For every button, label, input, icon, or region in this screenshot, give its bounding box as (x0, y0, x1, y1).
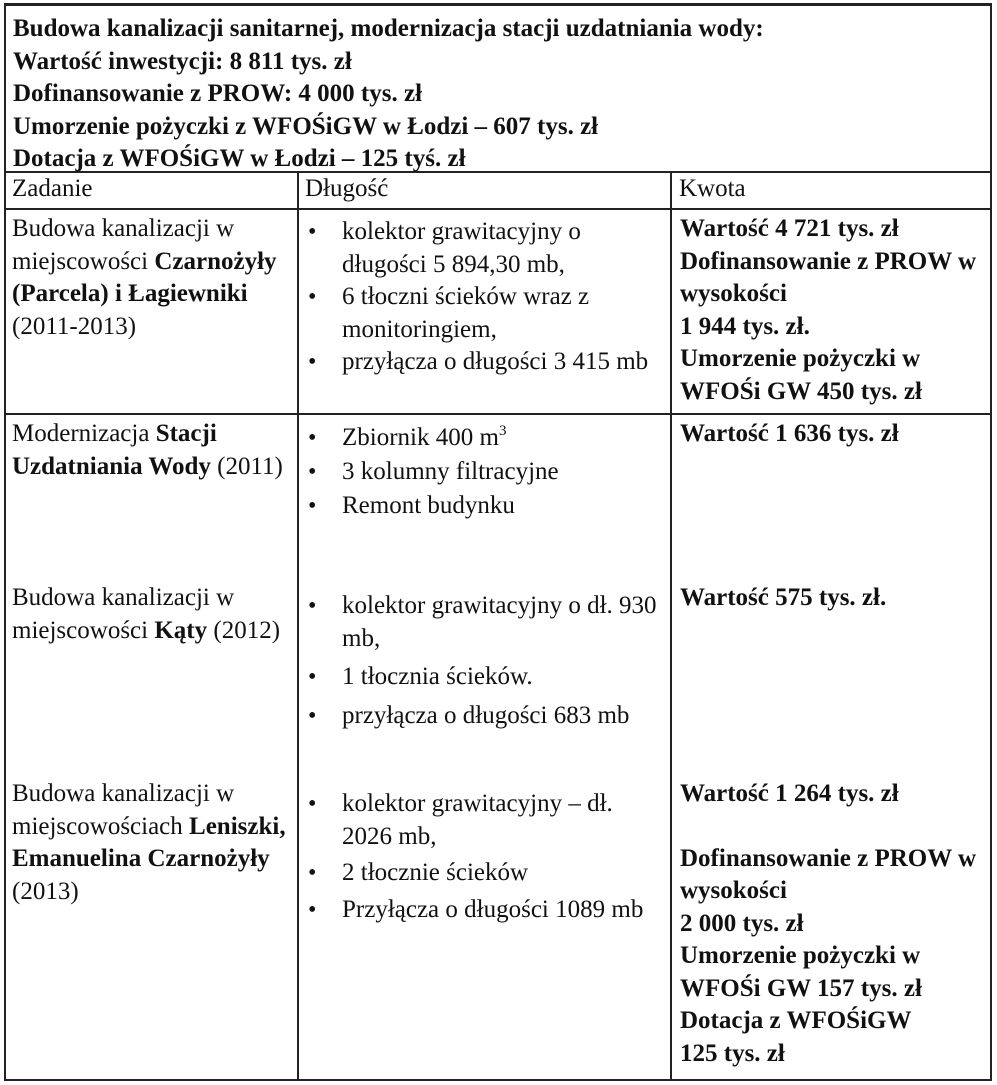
list-item: • kolektor grawitacyjny o długości 5 894,30 mb, (302, 216, 657, 281)
table-row-task: Budowa kanalizacji w miejscowości Czarnożyły (Parcela) i Łagiewniki (2011-2013) (12, 215, 277, 340)
column-divider (670, 173, 672, 1081)
table-row-amount: Wartość 575 tys. zł. (680, 584, 887, 611)
list-item: • 1 tłocznia ścieków. (302, 661, 657, 694)
row-divider (4, 413, 992, 415)
list-item: • kolektor grawitacyjny o dł. 930 mb, (302, 590, 657, 655)
investment-summary (4, 3, 992, 173)
row-divider (4, 208, 992, 210)
list-item: • Przyłącza o długości 1089 mb (302, 894, 657, 927)
column-header-amount: Kwota (679, 175, 746, 202)
table-row-amount: Wartość 1 264 tys. zł Dofinansowanie z PROW w wysokości 2 000 tys. zł Umorzenie pożyczki w WFOŚi GW 157 tys. zł Dotacja z WFOŚiGW 125 tys. zł (680, 780, 977, 1067)
summary-grant: Dotacja z WFOŚiGW w Łodzi – 125 tyś. zł (13, 145, 466, 172)
list-item: • Zbiornik 400 $m^3$ (302, 421, 657, 455)
summary-title: Budowa kanalizacji sanitarnej, modernizacja stacji uzdatniania wody: (13, 15, 764, 42)
table-row-length (302, 216, 657, 379)
list-item: • 6 tłoczni ścieków wraz z monitoringiem, (302, 281, 657, 346)
list-item: • 3 kolumny filtracyjne (302, 455, 657, 489)
list-item: • przyłącza o długości 683 mb (302, 700, 657, 733)
column-header-length: Długość (305, 175, 389, 202)
list-item: • 2 tłocznie ścieków (302, 857, 657, 890)
list-item: • kolektor grawitacyjny – dł. 2026 mb, (302, 788, 657, 853)
list-item: • przyłącza o długości 3 415 mb (302, 346, 657, 379)
table-row-amount: Wartość 4 721 tys. zł Dofinansowanie z PROW w wysokości 1 944 tys. zł. Umorzenie pożyczki w WFOŚi GW 450 tys. zł (680, 215, 977, 405)
summary-investment-value: Wartość inwestycji: 8 811 tys. zł (13, 47, 352, 75)
summary-loan-remission: Umorzenie pożyczki z WFOŚiGW w Łodzi – 607 tys. zł (13, 112, 599, 140)
table-row-length (302, 788, 657, 926)
column-header-task: Zadanie (12, 175, 93, 202)
column-divider (297, 173, 299, 1081)
table-row-task: Modernizacja Stacji Uzdatniania Wody (2011) (12, 420, 283, 480)
table-row-length (302, 421, 657, 523)
table-row-task: Budowa kanalizacji w miejscowości Kąty (2012) (12, 584, 281, 644)
summary-prow-funding: Dofinansowanie z PROW: 4 000 tys. zł (13, 80, 423, 107)
table-row-amount: Wartość 1 636 tys. zł (680, 420, 899, 447)
list-item: • Remont budynku (302, 489, 657, 523)
table-row-task: Budowa kanalizacji w miejscowościach Leniszki, Emanuelina Czarnożyły (2013) (12, 780, 286, 905)
table-row-length (302, 590, 657, 732)
